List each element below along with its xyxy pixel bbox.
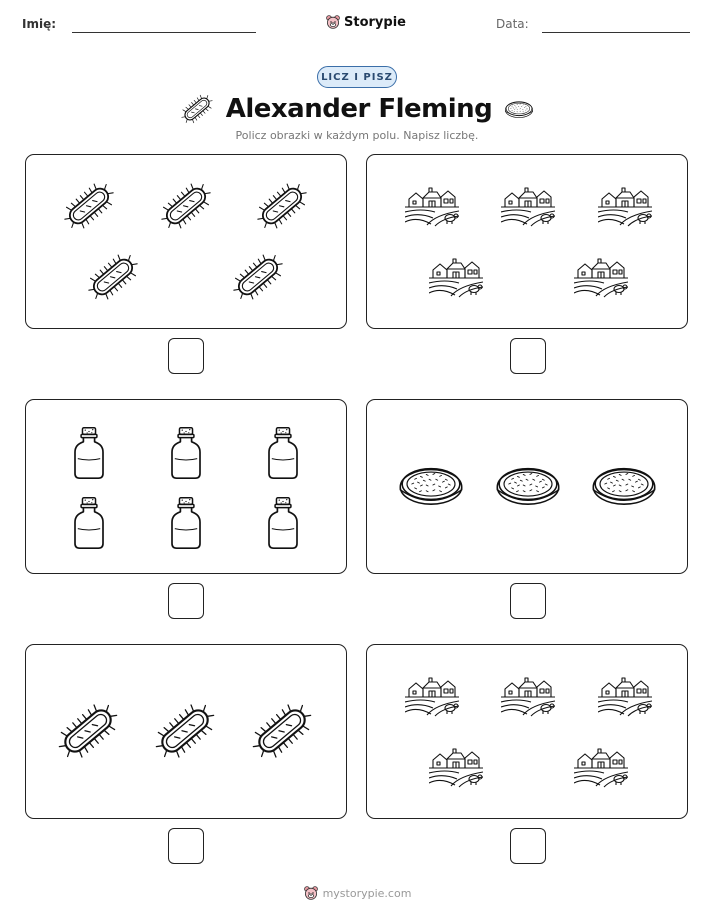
page-title: Alexander Fleming	[225, 94, 493, 124]
answer-box-4[interactable]	[510, 583, 546, 619]
farm-icon	[405, 187, 459, 227]
farm-icon	[429, 748, 483, 788]
bacteria-icon	[180, 92, 214, 126]
footer	[0, 885, 714, 901]
bottle-icon	[264, 495, 302, 551]
farm-icon	[574, 748, 628, 788]
bear-icon	[303, 885, 319, 901]
answer-box-5[interactable]	[168, 828, 204, 864]
bear-icon	[325, 14, 341, 30]
farm-icon	[598, 187, 652, 227]
date-label: Data:	[496, 17, 529, 31]
bottle-icon	[167, 495, 205, 551]
brand-name: Storypie	[344, 14, 406, 30]
bacteria-icon	[153, 699, 217, 763]
counting-panel-2	[366, 154, 688, 329]
bacteria-icon	[159, 179, 213, 233]
farm-icon	[501, 677, 555, 717]
counting-panel-1	[25, 154, 347, 329]
answer-box-3[interactable]	[168, 583, 204, 619]
bottle-icon	[264, 425, 302, 481]
farm-icon	[501, 187, 555, 227]
counting-panel-4	[366, 399, 688, 574]
petri-dish-icon	[397, 461, 465, 509]
bacteria-icon	[62, 179, 116, 233]
petri-dish-icon	[494, 461, 562, 509]
bacteria-icon	[255, 179, 309, 233]
title-row	[0, 92, 714, 126]
answer-box-1[interactable]	[168, 338, 204, 374]
petri-dish-icon	[590, 461, 658, 509]
answer-box-6[interactable]	[510, 828, 546, 864]
bottle-icon	[167, 425, 205, 481]
farm-icon	[429, 258, 483, 298]
bottle-icon	[70, 495, 108, 551]
bacteria-icon	[231, 250, 285, 304]
farm-icon	[405, 677, 459, 717]
name-line[interactable]	[72, 32, 256, 33]
farm-icon	[598, 677, 652, 717]
date-line[interactable]	[542, 32, 690, 33]
answer-box-2[interactable]	[510, 338, 546, 374]
name-label: Imię:	[22, 17, 57, 31]
bacteria-icon	[86, 250, 140, 304]
counting-panel-6	[366, 644, 688, 819]
petri-dish-icon	[504, 97, 534, 121]
bacteria-icon	[250, 699, 314, 763]
activity-badge: LICZ I PISZ	[317, 66, 397, 88]
farm-icon	[574, 258, 628, 298]
brand-logo	[325, 13, 406, 31]
counting-panel-3	[25, 399, 347, 574]
counting-panel-5	[25, 644, 347, 819]
bacteria-icon	[56, 699, 120, 763]
footer-url[interactable]: mystorypie.com	[322, 886, 412, 900]
bottle-icon	[70, 425, 108, 481]
instructions: Policz obrazki w każdym polu. Napisz liczbę.	[235, 129, 479, 142]
